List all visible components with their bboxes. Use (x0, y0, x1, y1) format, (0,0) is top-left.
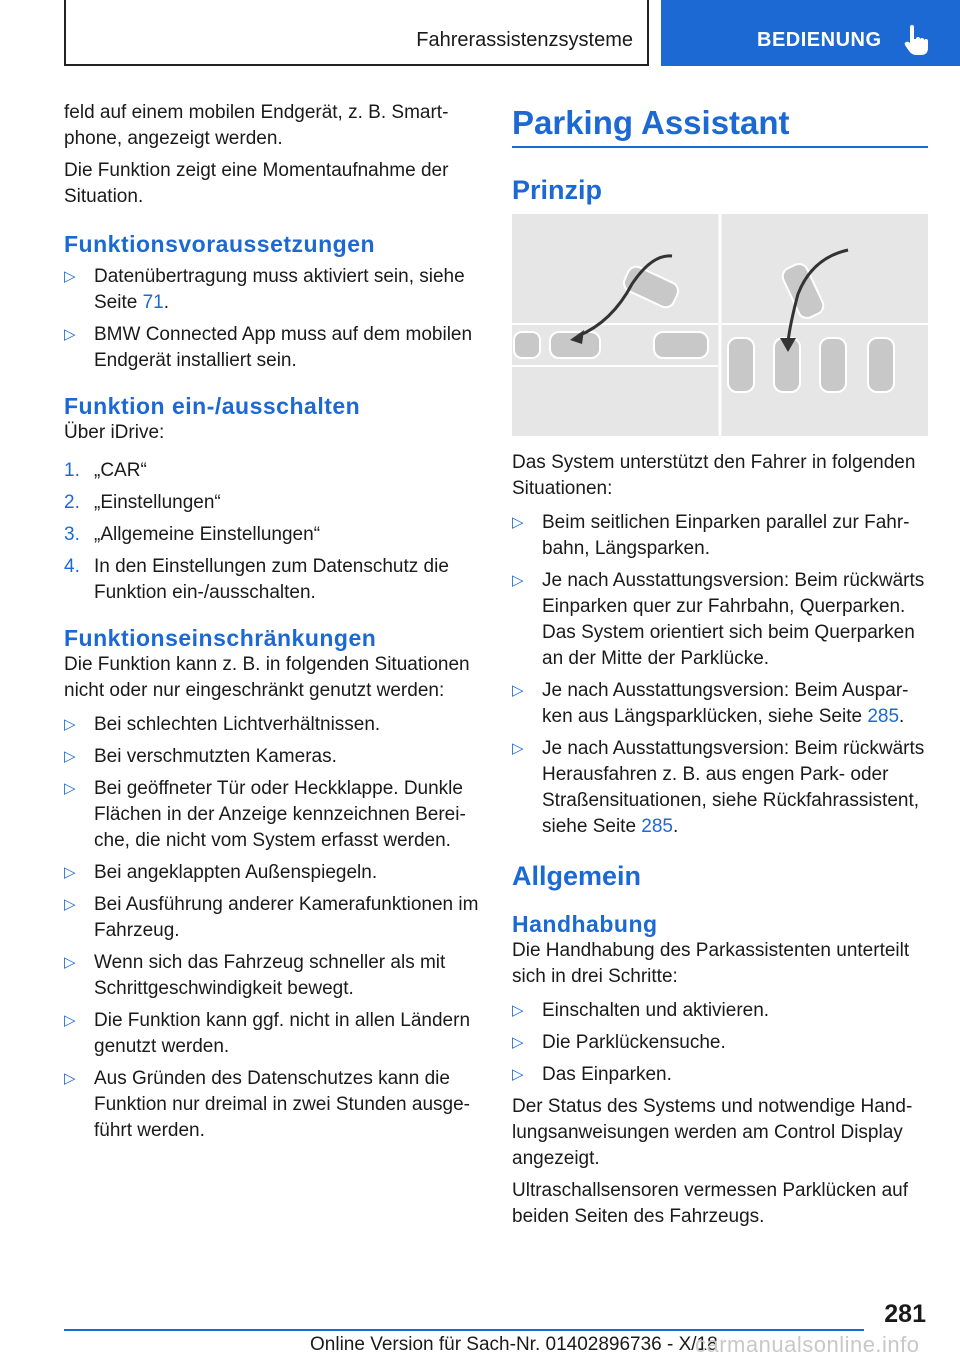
page-title: Parking Assistant (512, 102, 928, 148)
list-item: 4. In den Einstellungen zum Datenschutz die Funktion ein-/ausschalten. (64, 556, 449, 603)
page-number: 281 (884, 1300, 926, 1328)
left-column (64, 100, 482, 1150)
triangle-bullet-icon: ▷ (512, 572, 524, 589)
voraussetzungen-list (64, 264, 482, 374)
page-link[interactable]: 285 (867, 706, 900, 727)
handhabung-list (512, 998, 928, 1088)
list-item: ▷ Je nach Ausstattungsversion: Beim rückwärts Herausfahren z. B. aus engen Park- oder Straßensituationen, siehe Rückfahrassistent, siehe Seite 285. (512, 738, 925, 837)
triangle-bullet-icon: ▷ (64, 780, 76, 797)
right-column (512, 102, 928, 1236)
list-item: ▷ Bei verschmutzten Kameras. (64, 744, 482, 770)
triangle-bullet-icon: ▷ (64, 1012, 76, 1029)
einschraenkungen-intro: Die Funktion kann z. B. in folgenden Situationen nicht oder nur eingeschränkt genutzt werden: (64, 654, 470, 701)
intro-paragraph-2: Die Funktion zeigt eine Momentaufnahme der Situation. (64, 160, 449, 207)
triangle-bullet-icon: ▷ (512, 740, 524, 757)
list-item: 2. „Einstellungen“ (64, 492, 221, 513)
list-item: 3. „Allgemeine Einstellungen“ (64, 524, 321, 545)
heading-handhabung: Handhabung (512, 911, 658, 937)
list-item: ▷ BMW Connected App muss auf dem mobilen Endgerät installiert sein. (64, 324, 473, 371)
list-item: ▷ Bei schlechten Lichtverhältnissen. (64, 712, 482, 738)
heading-voraussetzungen: Funktionsvoraussetzungen (64, 231, 376, 257)
list-item: ▷ Wenn sich das Fahrzeug schneller als mit Schrittgeschwindigkeit bewegt. (64, 952, 446, 999)
handhabung-paragraph-2: Ultraschallsensoren vermessen Parklücken auf beiden Seiten des Fahrzeugs. (512, 1180, 909, 1227)
triangle-bullet-icon: ▷ (64, 896, 76, 913)
handhabung-intro: Die Handhabung des Parkassistenten unterteilt sich in drei Schritte: (512, 940, 910, 987)
list-item: ▷ Je nach Ausstattungsversion: Beim Auspar‐ken aus Längsparklücken, siehe Seite 285. (512, 680, 909, 727)
prinzip-intro: Das System unterstützt den Fahrer in folgenden Situationen: (512, 452, 916, 499)
heading-prinzip: Prinzip (512, 175, 603, 205)
steps-list (64, 458, 482, 606)
heading-ein-aus: Funktion ein-/ausschalten (64, 393, 361, 419)
header-section-box (64, 0, 649, 66)
list-item: ▷ Beim seitlichen Einparken parallel zur Fahr‐bahn, Längsparken. (512, 512, 910, 559)
list-item: ▷ Aus Gründen des Datenschutzes kann die Funktion nur dreimal in zwei Stunden ausge‐führt werden. (64, 1068, 470, 1141)
header-chapter-title: BEDIENUNG (757, 29, 882, 51)
list-item: ▷ Das Einparken. (512, 1062, 928, 1088)
footer-online-version: Online Version für Sach-Nr. 01402896736 - X/18 (310, 1334, 718, 1355)
header-chapter-box (661, 0, 960, 66)
prinzip-list (512, 510, 928, 840)
list-item: ▷ Bei Ausführung anderer Kamerafunktionen im Fahrzeug. (64, 894, 479, 941)
heading-allgemein: Allgemein (512, 861, 642, 891)
triangle-bullet-icon: ▷ (64, 326, 76, 343)
triangle-bullet-icon: ▷ (64, 864, 76, 881)
ein-aus-intro: Über iDrive: (64, 422, 165, 443)
list-item: 1. „CAR“ (64, 460, 147, 481)
parking-scenario-graphic (512, 214, 928, 436)
footer-divider (64, 1329, 864, 1331)
list-item: ▷ Einschalten und aktivieren. (512, 998, 928, 1024)
triangle-bullet-icon: ▷ (512, 1034, 524, 1051)
watermark: carmanualsonline.info (695, 1332, 920, 1357)
parking-illustration (512, 214, 928, 436)
list-item: ▷ Die Funktion kann ggf. nicht in allen Ländern genutzt werden. (64, 1010, 471, 1057)
list-item: ▷ Bei geöffneter Tür oder Heckklappe. Dunkle Flächen in der Anzeige kennzeichnen Berei‐che, die nicht vom System erfasst werden. (64, 778, 466, 851)
list-item: ▷ Bei angeklappten Außenspiegeln. (64, 860, 482, 886)
heading-einschraenkungen: Funktionseinschränkungen (64, 625, 377, 651)
pointing-hand-icon (901, 24, 933, 56)
list-item: ▷ Die Parklückensuche. (512, 1030, 928, 1056)
intro-paragraph-1: feld auf einem mobilen Endgerät, z. B. Smart‐phone, angezeigt werden. (64, 102, 449, 149)
list-item: ▷ Datenübertragung muss aktiviert sein, siehe Seite 71. (64, 266, 465, 313)
triangle-bullet-icon: ▷ (512, 514, 524, 531)
triangle-bullet-icon: ▷ (512, 1002, 524, 1019)
triangle-bullet-icon: ▷ (64, 268, 76, 285)
triangle-bullet-icon: ▷ (64, 716, 76, 733)
triangle-bullet-icon: ▷ (64, 748, 76, 765)
header-section-title: Fahrerassistenzsysteme (416, 29, 633, 51)
page-link[interactable]: 71 (142, 292, 164, 313)
page-link[interactable]: 285 (641, 816, 673, 837)
triangle-bullet-icon: ▷ (512, 682, 524, 699)
list-item: ▷ Je nach Ausstattungsversion: Beim rückwärts Einparken quer zur Fahrbahn, Querparken. Das System orientiert sich beim Querparken an der Mitte der Parklücke. (512, 570, 925, 669)
einschraenkungen-list (64, 712, 482, 1144)
triangle-bullet-icon: ▷ (64, 954, 76, 971)
triangle-bullet-icon: ▷ (64, 1070, 76, 1087)
triangle-bullet-icon: ▷ (512, 1066, 524, 1083)
handhabung-paragraph-1: Der Status des Systems und notwendige Hand‐lungsanweisungen werden am Control Display angezeigt. (512, 1096, 913, 1169)
